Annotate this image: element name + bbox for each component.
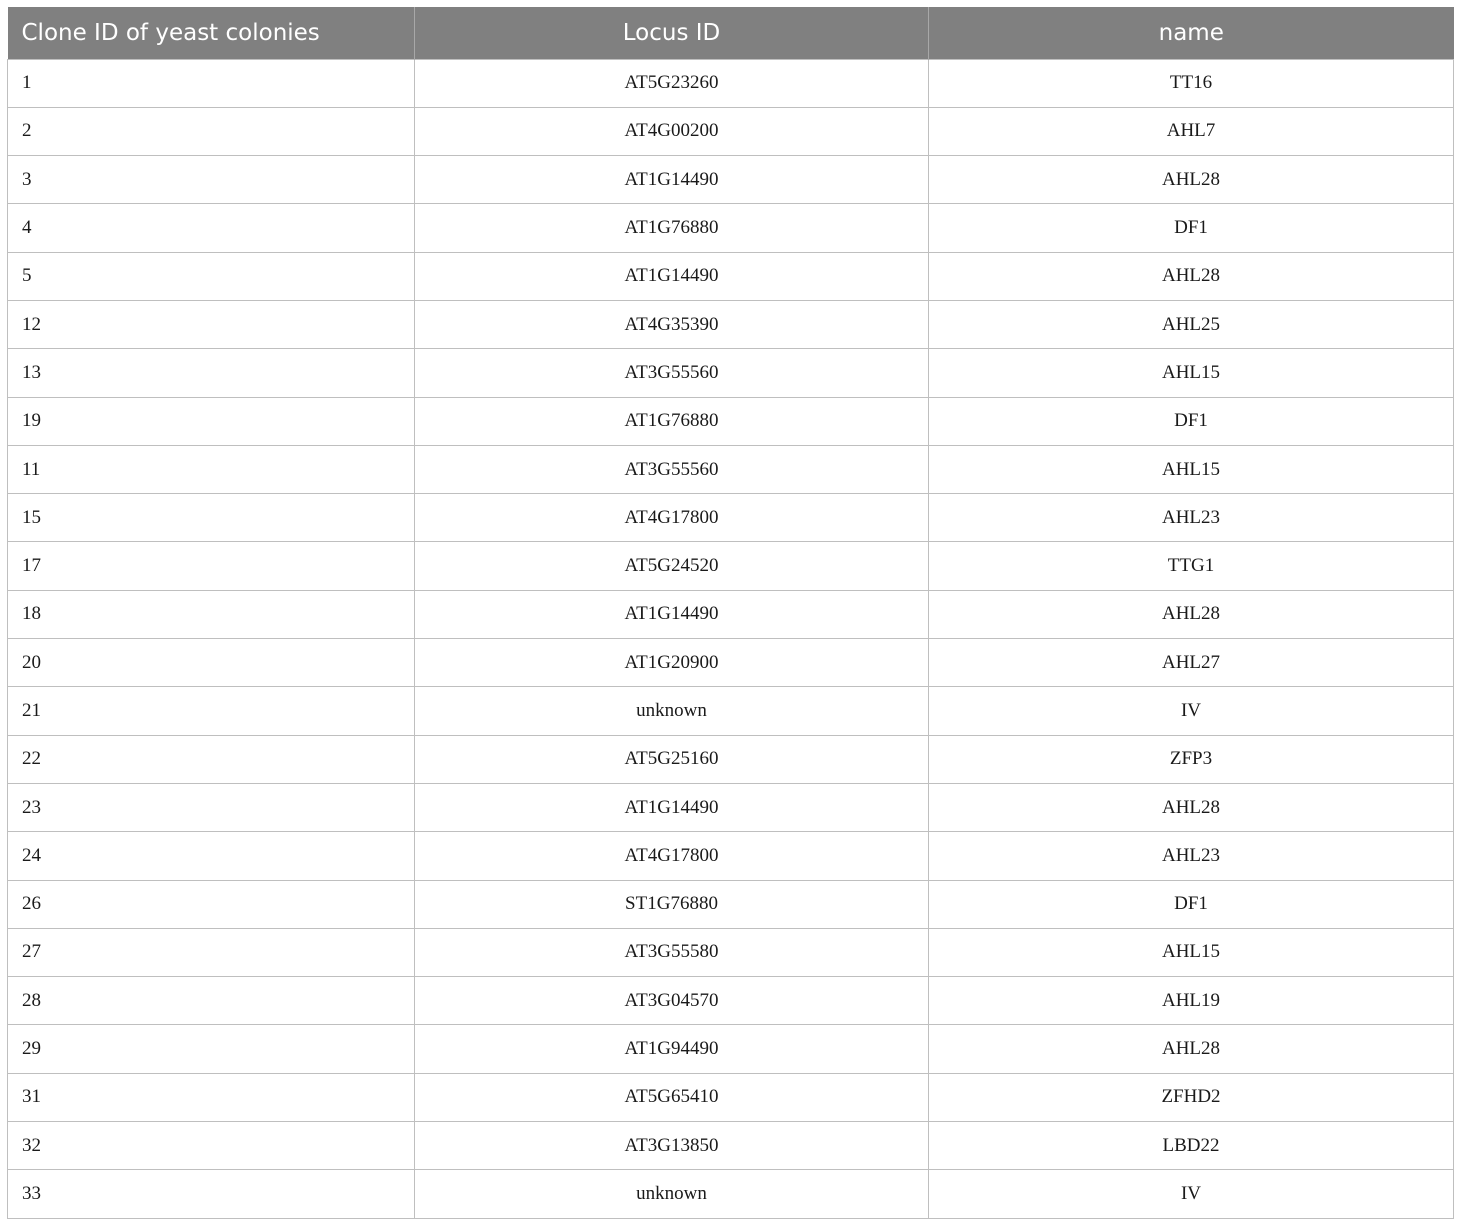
cell-name: IV: [929, 687, 1454, 735]
cell-clone-id: 13: [8, 349, 415, 397]
cell-name: DF1: [929, 204, 1454, 252]
cell-name: AHL25: [929, 300, 1454, 348]
table-row: [8, 156, 1454, 204]
cell-name: ZFP3: [929, 735, 1454, 783]
table-row: [8, 445, 1454, 493]
cell-name: AHL23: [929, 832, 1454, 880]
cell-locus-id: AT3G55580: [415, 928, 929, 976]
table-row: [8, 1025, 1454, 1073]
cell-clone-id: 21: [8, 687, 415, 735]
cell-locus-id: AT4G17800: [415, 832, 929, 880]
cell-locus-id: AT3G55560: [415, 445, 929, 493]
cell-clone-id: 28: [8, 977, 415, 1025]
header-row: [8, 7, 1454, 59]
cell-name: AHL27: [929, 639, 1454, 687]
cell-clone-id: 20: [8, 639, 415, 687]
cell-name: AHL28: [929, 156, 1454, 204]
cell-locus-id: AT1G20900: [415, 639, 929, 687]
table-header: [8, 7, 1454, 59]
cell-name: IV: [929, 1170, 1454, 1218]
cell-clone-id: 26: [8, 880, 415, 928]
table-row: [8, 783, 1454, 831]
cell-name: AHL19: [929, 977, 1454, 1025]
table-row: [8, 494, 1454, 542]
cell-locus-id: AT3G13850: [415, 1122, 929, 1170]
header-locus-id: Locus ID: [415, 7, 929, 59]
cell-clone-id: 31: [8, 1073, 415, 1121]
table-row: [8, 107, 1454, 155]
table-row: [8, 1122, 1454, 1170]
table-row: [8, 928, 1454, 976]
cell-name: TT16: [929, 59, 1454, 107]
cell-locus-id: AT4G35390: [415, 300, 929, 348]
table-row: [8, 397, 1454, 445]
cell-name: AHL28: [929, 1025, 1454, 1073]
table-row: [8, 639, 1454, 687]
header-name: name: [929, 7, 1454, 59]
cell-locus-id: ST1G76880: [415, 880, 929, 928]
cell-name: TTG1: [929, 542, 1454, 590]
clone-table-container: [7, 7, 1453, 1219]
cell-locus-id: AT1G94490: [415, 1025, 929, 1073]
cell-clone-id: 3: [8, 156, 415, 204]
table-row: [8, 977, 1454, 1025]
cell-locus-id: AT5G23260: [415, 59, 929, 107]
table-row: [8, 1073, 1454, 1121]
cell-clone-id: 29: [8, 1025, 415, 1073]
cell-clone-id: 23: [8, 783, 415, 831]
table-row: [8, 300, 1454, 348]
cell-locus-id: AT1G76880: [415, 204, 929, 252]
cell-clone-id: 11: [8, 445, 415, 493]
clone-table: [7, 7, 1454, 1219]
cell-name: AHL15: [929, 349, 1454, 397]
table-row: [8, 542, 1454, 590]
cell-clone-id: 33: [8, 1170, 415, 1218]
cell-name: DF1: [929, 880, 1454, 928]
table-row: [8, 204, 1454, 252]
cell-clone-id: 4: [8, 204, 415, 252]
cell-locus-id: AT5G24520: [415, 542, 929, 590]
table-body: [8, 59, 1454, 1218]
table-row: [8, 252, 1454, 300]
cell-locus-id: AT1G14490: [415, 783, 929, 831]
table-row: [8, 880, 1454, 928]
cell-locus-id: AT1G14490: [415, 590, 929, 638]
cell-name: AHL23: [929, 494, 1454, 542]
cell-clone-id: 2: [8, 107, 415, 155]
cell-locus-id: AT4G17800: [415, 494, 929, 542]
table-row: [8, 735, 1454, 783]
cell-locus-id: AT1G14490: [415, 252, 929, 300]
cell-name: AHL28: [929, 252, 1454, 300]
cell-name: AHL7: [929, 107, 1454, 155]
cell-locus-id: AT4G00200: [415, 107, 929, 155]
cell-locus-id: unknown: [415, 1170, 929, 1218]
cell-locus-id: AT3G55560: [415, 349, 929, 397]
cell-locus-id: unknown: [415, 687, 929, 735]
cell-clone-id: 27: [8, 928, 415, 976]
header-clone-id: Clone ID of yeast colonies: [8, 7, 415, 59]
cell-clone-id: 19: [8, 397, 415, 445]
cell-clone-id: 17: [8, 542, 415, 590]
cell-clone-id: 5: [8, 252, 415, 300]
cell-clone-id: 22: [8, 735, 415, 783]
cell-name: AHL15: [929, 928, 1454, 976]
cell-clone-id: 18: [8, 590, 415, 638]
cell-name: ZFHD2: [929, 1073, 1454, 1121]
table-row: [8, 687, 1454, 735]
cell-locus-id: AT5G65410: [415, 1073, 929, 1121]
cell-clone-id: 15: [8, 494, 415, 542]
cell-clone-id: 1: [8, 59, 415, 107]
cell-locus-id: AT5G25160: [415, 735, 929, 783]
cell-name: AHL15: [929, 445, 1454, 493]
table-row: [8, 59, 1454, 107]
cell-locus-id: AT1G76880: [415, 397, 929, 445]
cell-clone-id: 24: [8, 832, 415, 880]
table-row: [8, 832, 1454, 880]
table-row: [8, 349, 1454, 397]
cell-name: AHL28: [929, 590, 1454, 638]
cell-locus-id: AT1G14490: [415, 156, 929, 204]
cell-clone-id: 32: [8, 1122, 415, 1170]
cell-name: AHL28: [929, 783, 1454, 831]
cell-locus-id: AT3G04570: [415, 977, 929, 1025]
table-row: [8, 1170, 1454, 1218]
cell-name: LBD22: [929, 1122, 1454, 1170]
table-row: [8, 590, 1454, 638]
cell-name: DF1: [929, 397, 1454, 445]
cell-clone-id: 12: [8, 300, 415, 348]
